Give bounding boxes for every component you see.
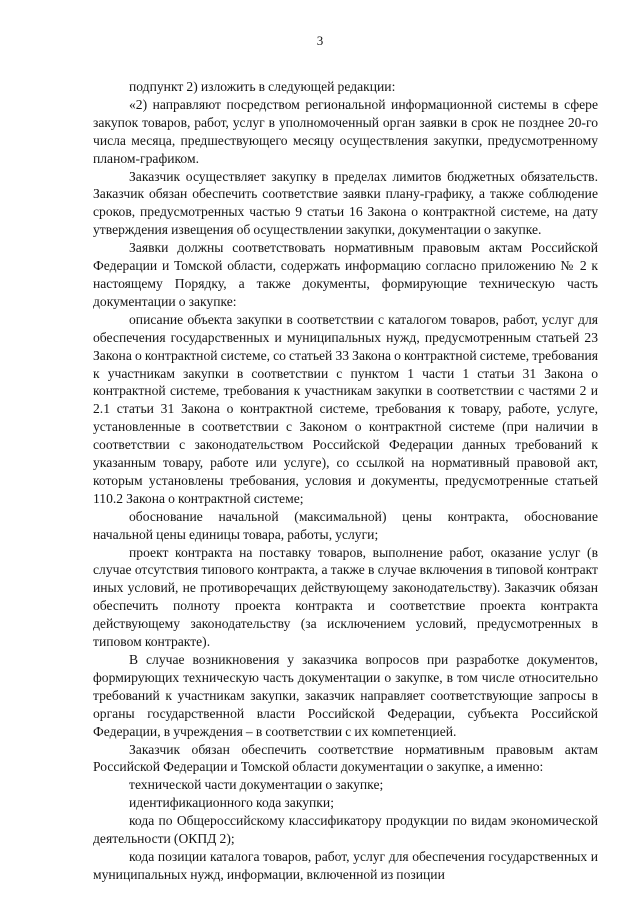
paragraph-customer-limits: Заказчик осуществляет закупку в пределах лимитов бюджетных обязательств. Заказчик обязан обеспечить соответствие заявки плану-графику, а также соблюдение сроков, предусмотренных частью 9 статьи 16 Закона о контрактной системе, на дату утверждения извещения об осуществлении закупки, документации о закупке. bbox=[93, 168, 598, 238]
page-number: 3 bbox=[316, 33, 324, 48]
list-item-okpd2-code: кода по Общероссийскому классификатору продукции по видам экономической деятельности (ОКПД 2); bbox=[93, 813, 598, 847]
list-item-identification-code: идентификационного кода закупки; bbox=[129, 795, 334, 811]
paragraph-price-justification: обоснование начальной (максимальной) цены контракта, обоснование начальной цены единицы товара, работы, услуги; bbox=[93, 508, 598, 542]
list-item-catalog-code: кода позиции каталога товаров, работ, услуг для обеспечения государственных и муниципальных нужд, информации, включенной из позиции bbox=[93, 848, 598, 882]
paragraph-inquiries: В случае возникновения у заказчика вопросов при разработке документов, формирующих техническую часть документации о закупке, в том числе относительно требований к участникам закупки, заказчик направляет соответствующие запросы в органы государственной власти Российской Федерации, субъекта Российской Федерации, в учреждения – в соответствии с их компетенцией. bbox=[93, 652, 598, 739]
paragraph-object-description: описание объекта закупки в соответствии с каталогом товаров, работ, услуг для обеспечения государственных и муниципальных нужд, предусмотренным статьей 23 Закона о контрактной системе, со статьей 33 Закона о контрактной системе, требования к участникам закупки в соответствии с пунктом 1 части 1 статьи 31 Закона о контрактной системе, требования к участникам закупки в соответствии с частями 2 и 2.1 статьи 31 Закона о контрактной системе, требования к товару, работе, услуге, установленные в соответствии с Законом о контрактной системе (при наличии в соответствии с законодательством Российской Федерации данных требований к указанным товару, работе или услуге), со ссылкой на нормативный правовой акт, которым установлены требования, условия и документы, предусмотренные статьей 110.2 Закона о контрактной системе; bbox=[93, 311, 598, 506]
document-body bbox=[93, 78, 598, 884]
paragraph-amendment-intro: подпункт 2) изложить в следующей редакции: bbox=[129, 79, 396, 94]
paragraph-draft-contract: проект контракта на поставку товаров, выполнение работ, оказание услуг (в случае отсутствия типового контракта, а также в случае включения в типовой контракт иных условий, не противоречащих действующему законодательству). Заказчик обязан обеспечить полноту проекта контракта и соответствие проекта контракта действующему законодательству (за исключением условий, предусмотренных в типовом контракте). bbox=[93, 544, 598, 650]
paragraph-application-requirements: Заявки должны соответствовать нормативным правовым актам Российской Федерации и Томской области, содержать информацию согласно приложению № 2 к настоящему Порядку, а также документы, формирующие техническую часть документации о закупке: bbox=[93, 240, 598, 309]
paragraph-subitem-2: «2) направляют посредством региональной информационной системы в сфере закупок товаров, работ, услуг в уполномоченный орган заявки в срок не позднее 20-го числа месяца, предшествующего месяцу осуществления закупки, предусмотренному планом-графиком. bbox=[93, 96, 598, 166]
list-item-technical-part: технической части документации о закупке; bbox=[129, 777, 384, 793]
paragraph-compliance-intro: Заказчик обязан обеспечить соответствие нормативным правовым актам Российской Федерации и Томской области документации о закупке, а именно: bbox=[93, 741, 598, 775]
